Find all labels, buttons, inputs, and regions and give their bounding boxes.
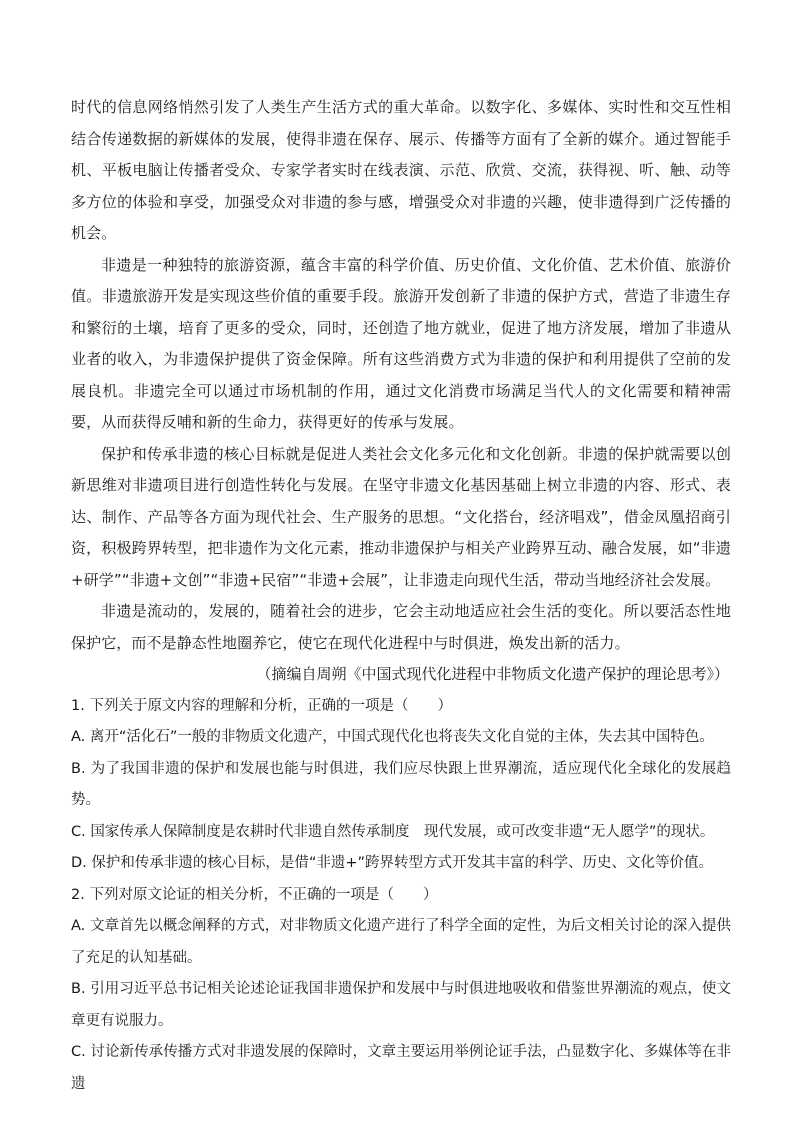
question-1-option-d: D. 保护和传承非遗的核心目标，是借“非遗+”跨界转型方式开发其丰富的科学、历史、文化等价值。: [71, 855, 714, 871]
question-1-option-a: A. 离开“活化石”一般的非物质文化遗产，中国式现代化也将丧失文化自觉的主体，失去其中国特色。: [71, 729, 714, 745]
question-1: [71, 691, 731, 880]
article-paragraph-1: 时代的信息网络悄然引发了人类生产生活方式的重大革命。以数字化、多媒体、实时性和交互性相结合传递数据的新媒体的发展，使得非遗在保存、展示、传播等方面有了全新的媒介。通过智能手机、平板电脑让传播者受众、专家学者实时在线表演、示范、欣赏、交流，获得视、听、触、动等多方位的体验和享受，加强受众对非遗的参与感，增强受众对非遗的兴趣，使非遗得到广泛传播的机会。: [71, 98, 731, 242]
article-paragraph-3: 保护和传承非遗的核心目标就是促进人类社会文化多元化和文化创新。非遗的保护就需要以创新思维对非遗项目进行创造性转化与发展。在坚守非遗文化基因基础上树立非遗的内容、形式、表达、制作、产品等各方面为现代社会、生产服务的思想。“文化搭台，经济唱戏”，借金凤凰招商引资，积极跨界转型，把非遗作为文化元素，推动非遗保护与相关产业跨界互动、融合发展，如“非遗+研学”“非遗+文创”“非遗+民宿”“非遗+会展”，让非遗走向现代生活，带动当地经济社会发展。: [71, 444, 731, 589]
document-body: [71, 92, 731, 1100]
article-source: （摘编自周朔《中国式现代化进程中非物质文化遗产保护的理论思考》）: [256, 665, 729, 683]
question-2-option-c: C. 讨论新传承传播方式对非遗发展的保障时，文章主要运用举例论证手法，凸显数字化、多媒体等在非遗: [71, 1044, 731, 1092]
question-2: [71, 880, 731, 1101]
question-2-option-b: B. 引用习近平总书记相关论述论证我国非遗保护和发展中与时俱进地吸收和借鉴世界潮流的观点，使文章更有说服力。: [71, 981, 731, 1029]
question-2-option-a: A. 文章首先以概念阐释的方式，对非物质文化遗产进行了科学全面的定性，为后文相关讨论的深入提供了充足的认知基础。: [71, 918, 731, 966]
article-paragraph-2: 非遗是一种独特的旅游资源，蕴含丰富的科学价值、历史价值、文化价值、艺术价值、旅游价值。非遗旅游开发是实现这些价值的重要手段。旅游开发创新了非遗的保护方式，营造了非遗生存和繁衍的土壤，培育了更多的受众，同时，还创造了地方就业，促进了地方济发展，增加了非遗从业者的收入，为非遗保护提供了资金保障。所有这些消费方式为非遗的保护和利用提供了空前的发展良机。非遗完全可以通过市场机制的作用，通过文化消费市场满足当代人的文化需要和精神需要，从而获得反哺和新的生命力，获得更好的传承与发展。: [71, 255, 731, 431]
question-2-stem: 2. 下列对原文论证的相关分析，不正确的一项是（ ）: [71, 886, 438, 903]
article-paragraph-4: 非遗是流动的，发展的，随着社会的进步，它会主动地适应社会生活的变化。所以要活态性地保护它，而不是静态性地圈养它，使它在现代化进程中与时俱进，焕发出新的活力。: [71, 602, 731, 652]
question-1-stem: 1. 下列关于原文内容的理解和分析，正确的一项是（ ）: [71, 697, 452, 714]
question-1-option-c: C. 国家传承人保障制度是农耕时代非遗自然传承制度 现代发展，或可改变非遗“无人愿学”的现状。: [71, 823, 715, 840]
question-1-option-b: B. 为了我国非遗的保护和发展也能与时俱进，我们应尽快跟上世界潮流，适应现代化全球化的发展趋势。: [71, 760, 731, 808]
